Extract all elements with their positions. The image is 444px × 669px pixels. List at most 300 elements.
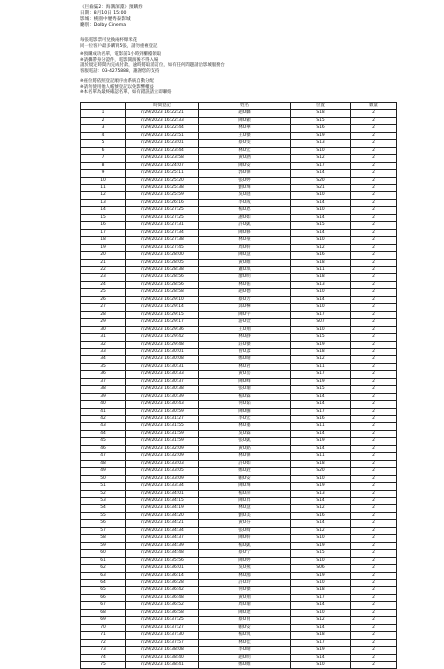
cell-name: 陳O騰 bbox=[199, 408, 291, 415]
cell-seat: S10 bbox=[291, 535, 351, 542]
table-row bbox=[81, 140, 397, 147]
cell-seat: S10 bbox=[291, 147, 351, 154]
cell-index: 39 bbox=[81, 393, 126, 400]
cell-time: 7/29/2023 16:26:16 bbox=[126, 199, 199, 206]
table-row bbox=[81, 609, 397, 616]
notes-group-2 bbox=[80, 52, 225, 74]
cell-quantity: 2 bbox=[351, 475, 397, 482]
table-row bbox=[81, 304, 397, 311]
cell-name: 蕭O琪 bbox=[199, 266, 291, 273]
cell-index: 72 bbox=[81, 639, 126, 646]
cell-time: 7/29/2023 16:27:34 bbox=[126, 229, 199, 236]
cell-seat: S14 bbox=[291, 654, 351, 661]
cell-index: 26 bbox=[81, 296, 126, 303]
cell-seat: S20 bbox=[291, 177, 351, 184]
cell-seat: S15 bbox=[291, 386, 351, 393]
cell-index: 42 bbox=[81, 416, 126, 423]
cell-seat: S10 bbox=[291, 661, 351, 668]
cell-index: 40 bbox=[81, 401, 126, 408]
cell-index: 60 bbox=[81, 550, 126, 557]
cell-seat: S06 bbox=[291, 565, 351, 572]
cell-seat: S18 bbox=[291, 587, 351, 594]
cell-quantity: 2 bbox=[351, 490, 397, 497]
cell-name: 楊O凱 bbox=[199, 542, 291, 549]
table-header-row bbox=[81, 103, 397, 110]
cell-name: 林O華 bbox=[199, 125, 291, 132]
table-row bbox=[81, 535, 397, 542]
cell-name: 趙O德 bbox=[199, 289, 291, 296]
table-row bbox=[81, 401, 397, 408]
cell-quantity: 2 bbox=[351, 594, 397, 601]
table-row bbox=[81, 184, 397, 191]
cell-quantity: 2 bbox=[351, 184, 397, 191]
cell-time: 7/29/2023 16:29:17 bbox=[126, 319, 199, 326]
cell-name: 賴O安 bbox=[199, 475, 291, 482]
table-row bbox=[81, 423, 397, 430]
cell-quantity: 2 bbox=[351, 207, 397, 214]
cell-name: 鄭O維 bbox=[199, 661, 291, 668]
cell-time: 7/29/2023 16:38:08 bbox=[126, 647, 199, 654]
cell-time: 7/29/2023 16:37:30 bbox=[126, 632, 199, 639]
table-row bbox=[81, 654, 397, 661]
cell-time: 7/29/2023 16:31:59 bbox=[126, 438, 199, 445]
cell-seat: S14 bbox=[291, 498, 351, 505]
cell-quantity: 2 bbox=[351, 110, 397, 117]
cell-index: 12 bbox=[81, 192, 126, 199]
cell-index: 54 bbox=[81, 505, 126, 512]
cell-quantity: 2 bbox=[351, 527, 397, 534]
cell-seat: S21 bbox=[291, 184, 351, 191]
cell-time: 7/29/2023 16:27:38 bbox=[126, 237, 199, 244]
cell-time: 7/29/2023 16:28:00 bbox=[126, 252, 199, 259]
cell-time: 7/29/2023 16:37:57 bbox=[126, 639, 199, 646]
cell-name: 林O慧 bbox=[199, 505, 291, 512]
cell-index: 74 bbox=[81, 654, 126, 661]
cell-seat: S13 bbox=[291, 140, 351, 147]
table-row bbox=[81, 453, 397, 460]
cell-seat: S20 bbox=[291, 468, 351, 475]
table-row bbox=[81, 266, 397, 273]
cell-index: 31 bbox=[81, 334, 126, 341]
table-row bbox=[81, 162, 397, 169]
cell-seat: S17 bbox=[291, 311, 351, 318]
cell-name: 林O鴻 bbox=[199, 572, 291, 579]
table-row bbox=[81, 445, 397, 452]
cell-time: 7/29/2023 16:30:01 bbox=[126, 348, 199, 355]
cell-time: 7/29/2023 16:34:01 bbox=[126, 490, 199, 497]
cell-quantity: 2 bbox=[351, 117, 397, 124]
cell-index: 46 bbox=[81, 445, 126, 452]
table-row bbox=[81, 177, 397, 184]
table-row bbox=[81, 132, 397, 139]
table-row bbox=[81, 624, 397, 631]
cell-quantity: 2 bbox=[351, 274, 397, 281]
cell-seat: S10 bbox=[291, 557, 351, 564]
cell-quantity: 2 bbox=[351, 587, 397, 594]
cell-name: 林O靜 bbox=[199, 334, 291, 341]
table-row bbox=[81, 237, 397, 244]
cell-quantity: 2 bbox=[351, 140, 397, 147]
cell-index: 28 bbox=[81, 311, 126, 318]
table-row bbox=[81, 632, 397, 639]
cell-quantity: 2 bbox=[351, 401, 397, 408]
table-row bbox=[81, 617, 397, 624]
table-row bbox=[81, 580, 397, 587]
cell-time: 7/29/2023 16:27:25 bbox=[126, 214, 199, 221]
cell-time: 7/29/2023 16:23:44 bbox=[126, 147, 199, 154]
cell-name: 陳O昇 bbox=[199, 498, 291, 505]
event-venue: 影城：桃園中壢秀泰影城 bbox=[80, 17, 131, 23]
cell-name: 林O蓁 bbox=[199, 423, 291, 430]
cell-time: 7/29/2023 16:36:48 bbox=[126, 594, 199, 601]
cell-index: 19 bbox=[81, 244, 126, 251]
table-row bbox=[81, 527, 397, 534]
cell-quantity: 2 bbox=[351, 535, 397, 542]
cell-seat: S12 bbox=[291, 505, 351, 512]
cell-time: 7/29/2023 16:27:45 bbox=[126, 244, 199, 251]
cell-seat: S14 bbox=[291, 229, 351, 236]
cell-quantity: 2 bbox=[351, 438, 397, 445]
cell-time: 7/29/2023 16:36:28 bbox=[126, 580, 199, 587]
cell-index: 18 bbox=[81, 237, 126, 244]
cell-quantity: 2 bbox=[351, 170, 397, 177]
table-row bbox=[81, 259, 397, 266]
table-row bbox=[81, 550, 397, 557]
cell-quantity: 2 bbox=[351, 639, 397, 646]
cell-name: 張O瑜 bbox=[199, 386, 291, 393]
cell-seat: S19 bbox=[291, 438, 351, 445]
cell-time: 7/29/2023 16:22:33 bbox=[126, 117, 199, 124]
cell-seat: S12 bbox=[291, 155, 351, 162]
table-row bbox=[81, 512, 397, 519]
event-title: 《巨齒鯊2：海溝深淵》預購券 bbox=[80, 5, 143, 10]
cell-index: 45 bbox=[81, 438, 126, 445]
cell-seat: S13 bbox=[291, 281, 351, 288]
cell-seat: S14 bbox=[291, 170, 351, 177]
cell-quantity: 2 bbox=[351, 512, 397, 519]
cell-time: 7/29/2023 16:22:21 bbox=[126, 110, 199, 117]
cell-time: 7/29/2023 16:28:05 bbox=[126, 259, 199, 266]
cell-seat: S14 bbox=[291, 430, 351, 437]
note-line: 每張電影票可兌換兩杯爆米花 bbox=[80, 38, 138, 43]
cell-name: 黃O銘 bbox=[199, 445, 291, 452]
cell-index: 37 bbox=[81, 378, 126, 385]
cell-index: 73 bbox=[81, 647, 126, 654]
cell-seat: S10 bbox=[291, 609, 351, 616]
cell-quantity: 2 bbox=[351, 661, 397, 668]
cell-index: 65 bbox=[81, 587, 126, 594]
cell-name: 林O豪 bbox=[199, 237, 291, 244]
cell-time: 7/29/2023 16:34:19 bbox=[126, 505, 199, 512]
cell-time: 7/29/2023 16:34:34 bbox=[126, 527, 199, 534]
cell-seat: S15 bbox=[291, 222, 351, 229]
cell-name: 黃O翔 bbox=[199, 594, 291, 601]
cell-index: 15 bbox=[81, 214, 126, 221]
event-date: 日期：8月10日 15:00 bbox=[80, 11, 127, 17]
cell-index: 58 bbox=[81, 535, 126, 542]
cell-quantity: 2 bbox=[351, 199, 397, 206]
cell-index: 66 bbox=[81, 594, 126, 601]
cell-time: 7/29/2023 16:29:48 bbox=[126, 341, 199, 348]
cell-seat: S11 bbox=[291, 363, 351, 370]
cell-quantity: 2 bbox=[351, 609, 397, 616]
cell-index: 70 bbox=[81, 624, 126, 631]
event-info bbox=[80, 5, 143, 29]
cell-quantity: 2 bbox=[351, 348, 397, 355]
cell-seat: S15 bbox=[291, 334, 351, 341]
table-row bbox=[81, 348, 397, 355]
cell-index: 34 bbox=[81, 356, 126, 363]
cell-name: 林O偉 bbox=[199, 453, 291, 460]
table-row bbox=[81, 117, 397, 124]
cell-index: 30 bbox=[81, 326, 126, 333]
table-row bbox=[81, 565, 397, 572]
column-header-name: 姓名 bbox=[199, 103, 291, 110]
table-row bbox=[81, 386, 397, 393]
cell-name: 王O翔 bbox=[199, 326, 291, 333]
cell-seat: S16 bbox=[291, 252, 351, 259]
cell-quantity: 2 bbox=[351, 572, 397, 579]
table-row bbox=[81, 229, 397, 236]
cell-name: 李O成 bbox=[199, 199, 291, 206]
cell-time: 7/29/2023 16:38:40 bbox=[126, 654, 199, 661]
cell-seat: S10 bbox=[291, 289, 351, 296]
cell-seat: S16 bbox=[291, 512, 351, 519]
cell-quantity: 2 bbox=[351, 632, 397, 639]
cell-index: 52 bbox=[81, 490, 126, 497]
cell-seat: S11 bbox=[291, 266, 351, 273]
cell-time: 7/29/2023 16:32:09 bbox=[126, 453, 199, 460]
cell-seat: S14 bbox=[291, 296, 351, 303]
cell-time: 7/29/2023 16:27:31 bbox=[126, 222, 199, 229]
cell-name: 吳O霖 bbox=[199, 430, 291, 437]
table-row bbox=[81, 460, 397, 467]
cell-index: 6 bbox=[81, 147, 126, 154]
cell-name: 陳O宇 bbox=[199, 311, 291, 318]
cell-name: 游O萱 bbox=[199, 319, 291, 326]
table-row bbox=[81, 334, 397, 341]
cell-seat: S17 bbox=[291, 162, 351, 169]
cell-name: 陳O穎 bbox=[199, 117, 291, 124]
table-row bbox=[81, 520, 397, 527]
cell-quantity: 2 bbox=[351, 557, 397, 564]
cell-name: 林O君 bbox=[199, 363, 291, 370]
cell-index: 57 bbox=[81, 527, 126, 534]
cell-index: 43 bbox=[81, 423, 126, 430]
cell-seat: S10 bbox=[291, 326, 351, 333]
table-row bbox=[81, 222, 397, 229]
cell-quantity: 2 bbox=[351, 468, 397, 475]
cell-name: 王O傑 bbox=[199, 132, 291, 139]
cell-index: 48 bbox=[81, 460, 126, 467]
cell-quantity: 2 bbox=[351, 363, 397, 370]
cell-time: 7/29/2023 16:30:38 bbox=[126, 386, 199, 393]
cell-seat: S18 bbox=[291, 110, 351, 117]
cell-time: 7/29/2023 16:27:25 bbox=[126, 207, 199, 214]
note-line: ※本名單為最終確認名單，如有錯誤請立即聯絡 bbox=[80, 90, 172, 96]
cell-time: 7/29/2023 16:36:01 bbox=[126, 565, 199, 572]
cell-name: 劉O美 bbox=[199, 512, 291, 519]
cell-index: 24 bbox=[81, 281, 126, 288]
cell-quantity: 2 bbox=[351, 162, 397, 169]
cell-name: 楊O霖 bbox=[199, 393, 291, 400]
table-row bbox=[81, 170, 397, 177]
cell-seat: S19 bbox=[291, 572, 351, 579]
table-row bbox=[81, 602, 397, 609]
cell-index: 22 bbox=[81, 266, 126, 273]
cell-name: 陳O慧 bbox=[199, 252, 291, 259]
table-body bbox=[81, 110, 397, 669]
cell-index: 25 bbox=[81, 289, 126, 296]
cell-index: 50 bbox=[81, 475, 126, 482]
cell-time: 7/29/2023 16:30:59 bbox=[126, 408, 199, 415]
cell-name: 李O宏 bbox=[199, 416, 291, 423]
cell-name: 曾O彥 bbox=[199, 348, 291, 355]
cell-time: 7/29/2023 16:38:41 bbox=[126, 661, 199, 668]
cell-name: 鄭O銓 bbox=[199, 468, 291, 475]
cell-name: 何O傑 bbox=[199, 587, 291, 594]
cell-index: 64 bbox=[81, 580, 126, 587]
cell-seat: S19 bbox=[291, 378, 351, 385]
cell-name: 林O宏 bbox=[199, 147, 291, 154]
cell-time: 7/29/2023 16:29:36 bbox=[126, 326, 199, 333]
table-row bbox=[81, 341, 397, 348]
cell-index: 33 bbox=[81, 348, 126, 355]
cell-name: 陳O峰 bbox=[199, 378, 291, 385]
cell-seat: S11 bbox=[291, 423, 351, 430]
cell-index: 67 bbox=[81, 602, 126, 609]
cell-time: 7/29/2023 16:29:14 bbox=[126, 304, 199, 311]
cell-index: 44 bbox=[81, 430, 126, 437]
cell-seat: S14 bbox=[291, 214, 351, 221]
cell-name: 劉O瑋 bbox=[199, 184, 291, 191]
table-row bbox=[81, 274, 397, 281]
cell-time: 7/29/2023 16:30:37 bbox=[126, 378, 199, 385]
cell-quantity: 2 bbox=[351, 237, 397, 244]
cell-quantity: 2 bbox=[351, 624, 397, 631]
cell-seat: S10 bbox=[291, 192, 351, 199]
note-line: 客服電話：03-4275888，謝謝您的支持 bbox=[80, 68, 160, 74]
cell-seat: S19 bbox=[291, 132, 351, 139]
cell-time: 7/29/2023 16:28:56 bbox=[126, 281, 199, 288]
cell-name: 李O晴 bbox=[199, 647, 291, 654]
cell-name: 謝O如 bbox=[199, 214, 291, 221]
cell-quantity: 2 bbox=[351, 155, 397, 162]
cell-index: 16 bbox=[81, 222, 126, 229]
cell-time: 7/29/2023 16:31:27 bbox=[126, 416, 199, 423]
cell-quantity: 2 bbox=[351, 304, 397, 311]
column-header-quantity: 數量 bbox=[351, 103, 397, 110]
cell-seat: S10 bbox=[291, 237, 351, 244]
table-row bbox=[81, 296, 397, 303]
cell-quantity: 2 bbox=[351, 259, 397, 266]
cell-seat: S18 bbox=[291, 348, 351, 355]
cell-quantity: 2 bbox=[351, 430, 397, 437]
cell-index: 20 bbox=[81, 252, 126, 259]
cell-index: 71 bbox=[81, 632, 126, 639]
cell-quantity: 2 bbox=[351, 319, 397, 326]
cell-quantity: 2 bbox=[351, 296, 397, 303]
cell-seat: S12 bbox=[291, 527, 351, 534]
cell-index: 51 bbox=[81, 483, 126, 490]
table-row bbox=[81, 155, 397, 162]
cell-index: 4 bbox=[81, 132, 126, 139]
cell-quantity: 2 bbox=[351, 177, 397, 184]
cell-time: 7/29/2023 16:29:42 bbox=[126, 334, 199, 341]
cell-index: 61 bbox=[81, 557, 126, 564]
note-line: ※請勿使用他人帳號登記以免影響權益 bbox=[80, 84, 154, 90]
table-row bbox=[81, 311, 397, 318]
cell-quantity: 2 bbox=[351, 647, 397, 654]
cell-time: 7/29/2023 16:32:09 bbox=[126, 445, 199, 452]
cell-index: 14 bbox=[81, 207, 126, 214]
cell-time: 7/29/2023 16:31:59 bbox=[126, 430, 199, 437]
cell-time: 7/29/2023 16:35:56 bbox=[126, 557, 199, 564]
table-row bbox=[81, 430, 397, 437]
cell-time: 7/29/2023 16:36:58 bbox=[126, 609, 199, 616]
table-row bbox=[81, 207, 397, 214]
cell-quantity: 2 bbox=[351, 266, 397, 273]
cell-name: 蔡O育 bbox=[199, 617, 291, 624]
cell-seat: S17 bbox=[291, 594, 351, 601]
cell-name: 黃O芬 bbox=[199, 520, 291, 527]
cell-index: 68 bbox=[81, 609, 126, 616]
cell-seat: S16 bbox=[291, 125, 351, 132]
cell-time: 7/29/2023 16:22:44 bbox=[126, 125, 199, 132]
cell-seat: S12 bbox=[291, 244, 351, 251]
cell-seat: S14 bbox=[291, 602, 351, 609]
cell-quantity: 2 bbox=[351, 542, 397, 549]
table-row bbox=[81, 557, 397, 564]
cell-quantity: 2 bbox=[351, 602, 397, 609]
cell-index: 1 bbox=[81, 110, 126, 117]
cell-quantity: 2 bbox=[351, 125, 397, 132]
table-row bbox=[81, 438, 397, 445]
table-row bbox=[81, 326, 397, 333]
cell-time: 7/29/2023 16:28:58 bbox=[126, 289, 199, 296]
cell-quantity: 2 bbox=[351, 565, 397, 572]
cell-index: 56 bbox=[81, 520, 126, 527]
cell-index: 13 bbox=[81, 199, 126, 206]
cell-quantity: 2 bbox=[351, 147, 397, 154]
cell-seat: S14 bbox=[291, 393, 351, 400]
cell-name: 廖O明 bbox=[199, 274, 291, 281]
table-row bbox=[81, 505, 397, 512]
table-row bbox=[81, 490, 397, 497]
table-row bbox=[81, 572, 397, 579]
cell-seat: S19 bbox=[291, 483, 351, 490]
cell-name: 蔡O宁 bbox=[199, 550, 291, 557]
registration-table bbox=[80, 102, 397, 669]
cell-seat: S14 bbox=[291, 520, 351, 527]
cell-time: 7/29/2023 16:28:38 bbox=[126, 266, 199, 273]
cell-quantity: 2 bbox=[351, 416, 397, 423]
cell-time: 7/29/2023 16:30:31 bbox=[126, 363, 199, 370]
table-row bbox=[81, 252, 397, 259]
cell-quantity: 2 bbox=[351, 132, 397, 139]
table-row bbox=[81, 147, 397, 154]
table-row bbox=[81, 542, 397, 549]
cell-name: 林O佑 bbox=[199, 281, 291, 288]
cell-quantity: 2 bbox=[351, 520, 397, 527]
table-row bbox=[81, 661, 397, 668]
column-header-seat: 位置 bbox=[291, 103, 351, 110]
cell-index: 17 bbox=[81, 229, 126, 236]
table-row bbox=[81, 319, 397, 326]
table-row bbox=[81, 363, 397, 370]
cell-seat: S12 bbox=[291, 617, 351, 624]
cell-time: 7/29/2023 16:25:20 bbox=[126, 177, 199, 184]
